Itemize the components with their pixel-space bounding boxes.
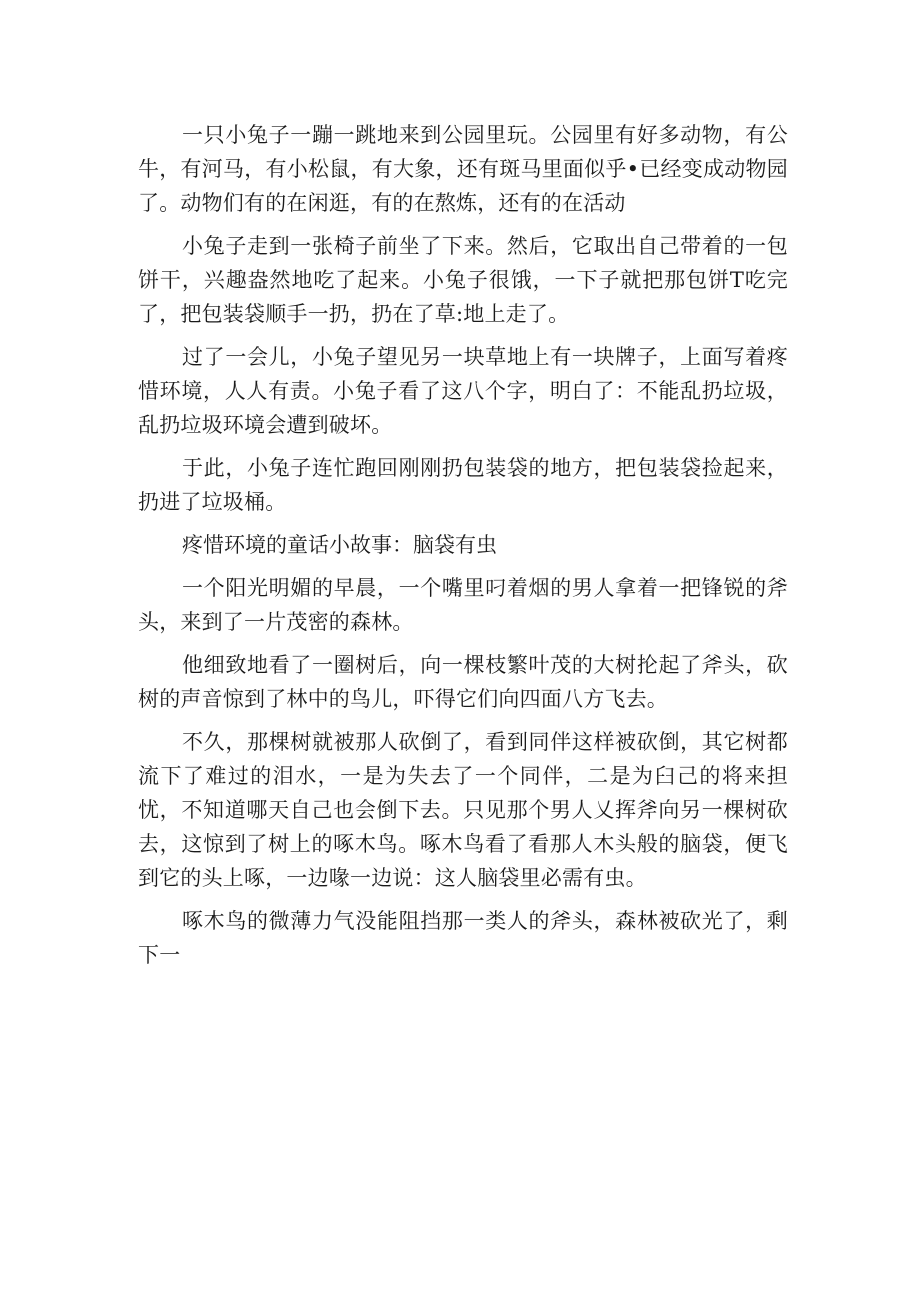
document-body (138, 118, 788, 972)
paragraph-6: 他细致地看了一圈树后，向一棵枝繁叶茂的大树抡起了斧头，砍树的声音惊到了林中的鸟儿，吓得它们向四面八方飞去。 (138, 653, 788, 711)
paragraph-7: 不久，那棵树就被那人砍倒了，看到同伴这样被砍倒，其它树都流下了难过的泪水，一是为失去了一个同伴，二是为臼己的将来担忧，不知道哪天自己也会倒下去。只见那个男人乂挥斧向另一棵树砍去，这惊到了树上的啄木鸟。啄木鸟看了看那人木头般的脑袋，便飞到它的头上啄，一边喙一边说：这人脑袋里必需有虫。 (138, 730, 788, 890)
paragraph-5: 一个阳光明媚的早晨，一个嘴里叼着烟的男人拿着一把锋锐的斧头，来到了一片茂密的森林。 (138, 576, 788, 634)
paragraph-2: 小兔子走到一张椅子前坐了下来。然后，它取出自己带着的一包饼干，兴趣盎然地吃了起来。小兔子很饿，一下子就把那包饼T吃完了，把包装袋顺手一扔，扔在了草:地上走了。 (138, 234, 788, 326)
paragraph-4: 于此，小兔子连忙跑回刚刚扔包装袋的地方，把包装袋捡起来，扔进了垃圾桶。 (138, 456, 788, 514)
paragraph-8: 啄木鸟的微薄力气没能阻挡那一类人的斧头，森林被砍光了，剩下一 (138, 909, 788, 967)
story-heading: 疼惜环境的童话小故事：脑袋有虫 (182, 533, 497, 557)
paragraph-1: 一只小兔子一蹦一跳地来到公园里玩。公园里有好多动物，有公牛，有河马，有小松鼠，有大象，还有斑马里面似乎•已经变成动物园了。动物们有的在闲逛，有的在熬炼，还有的在活动 (138, 123, 788, 215)
paragraph-3: 过了一会儿，小兔子望见另一块草地上有一块牌子，上面写着疼惜环境，人人有责。小兔子看了这八个字，明白了：不能乱扔垃圾，乱扔垃圾环境会遭到破坏。 (138, 345, 788, 437)
